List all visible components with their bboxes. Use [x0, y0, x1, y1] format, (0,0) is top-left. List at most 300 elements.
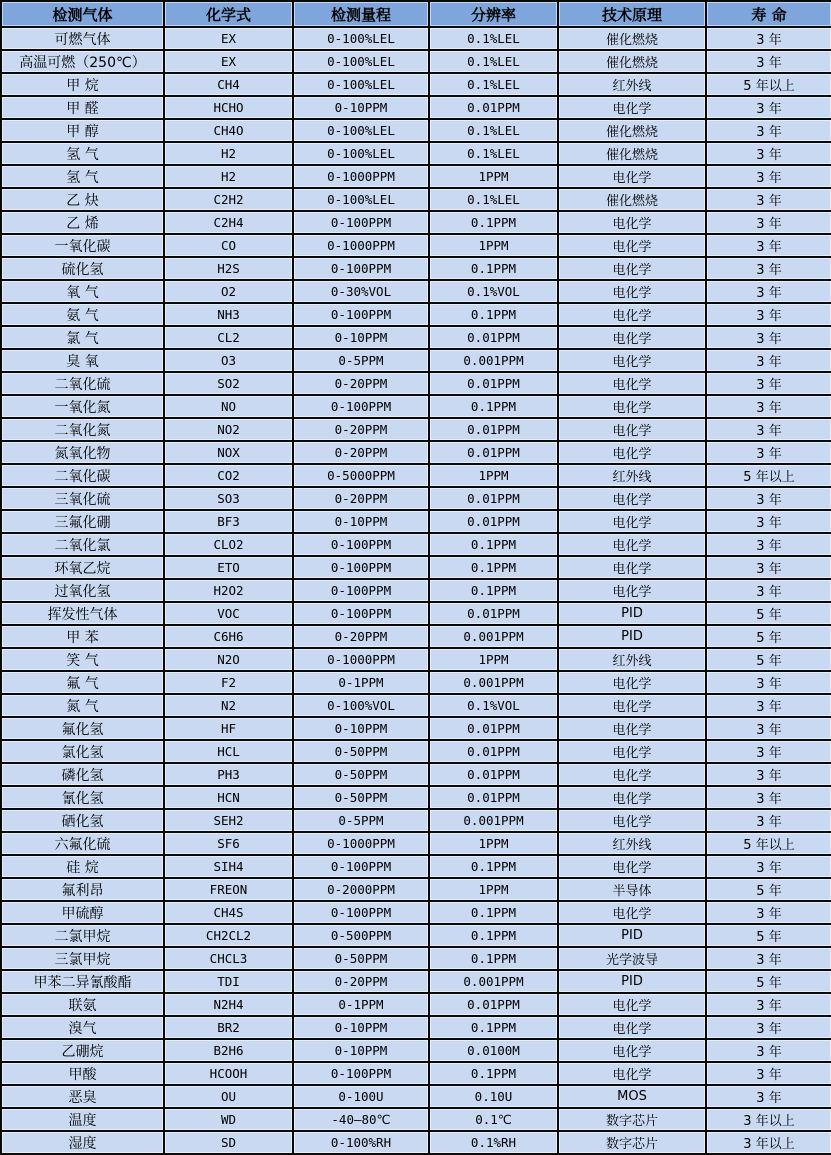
cell-technology: PID	[558, 602, 706, 625]
table-row	[1, 211, 831, 234]
table-header-row	[1, 1, 831, 27]
cell-technology: 电化学	[558, 556, 706, 579]
cell-technology: 催化燃烧	[558, 188, 706, 211]
cell-detection-range: 0-50PPM	[293, 786, 429, 809]
col-header-gas-name: 检测气体	[1, 1, 164, 27]
cell-technology: 电化学	[558, 257, 706, 280]
cell-resolution: 1PPM	[429, 234, 558, 257]
cell-resolution: 0.001PPM	[429, 809, 558, 832]
cell-resolution: 0.1PPM	[429, 855, 558, 878]
table-row	[1, 1108, 831, 1131]
cell-lifespan: 3 年	[706, 1062, 831, 1085]
cell-gas-name: 三氟化硼	[1, 510, 164, 533]
cell-detection-range: 0-1000PPM	[293, 234, 429, 257]
cell-detection-range: 0-100PPM	[293, 303, 429, 326]
table-row	[1, 740, 831, 763]
cell-lifespan: 3 年	[706, 763, 831, 786]
cell-resolution: 0.1PPM	[429, 924, 558, 947]
cell-resolution: 0.0100M	[429, 1039, 558, 1062]
cell-detection-range: 0-2000PPM	[293, 878, 429, 901]
cell-resolution: 0.1%LEL	[429, 27, 558, 50]
cell-chemical-formula: NO	[164, 395, 293, 418]
cell-lifespan: 3 年	[706, 556, 831, 579]
cell-detection-range: 0-100PPM	[293, 855, 429, 878]
cell-technology: PID	[558, 924, 706, 947]
table-row	[1, 27, 831, 50]
cell-technology: 电化学	[558, 671, 706, 694]
cell-technology: 催化燃烧	[558, 50, 706, 73]
table-row	[1, 119, 831, 142]
cell-detection-range: 0-100%LEL	[293, 119, 429, 142]
cell-chemical-formula: NH3	[164, 303, 293, 326]
cell-gas-name: 氢 气	[1, 142, 164, 165]
cell-gas-name: 一氧化碳	[1, 234, 164, 257]
cell-detection-range: 0-100PPM	[293, 257, 429, 280]
cell-detection-range: 0-10PPM	[293, 326, 429, 349]
table-row	[1, 832, 831, 855]
cell-detection-range: 0-100%RH	[293, 1131, 429, 1154]
cell-gas-name: 氯化氢	[1, 740, 164, 763]
cell-resolution: 0.001PPM	[429, 671, 558, 694]
cell-chemical-formula: SIH4	[164, 855, 293, 878]
cell-technology: 电化学	[558, 510, 706, 533]
cell-detection-range: 0-100%VOL	[293, 694, 429, 717]
cell-resolution: 0.1PPM	[429, 947, 558, 970]
cell-gas-name: 氰化氢	[1, 786, 164, 809]
cell-detection-range: 0-100%LEL	[293, 50, 429, 73]
cell-resolution: 0.01PPM	[429, 96, 558, 119]
cell-technology: 电化学	[558, 694, 706, 717]
cell-lifespan: 3 年	[706, 257, 831, 280]
cell-technology: 电化学	[558, 855, 706, 878]
cell-detection-range: 0-10PPM	[293, 510, 429, 533]
cell-resolution: 0.1%LEL	[429, 119, 558, 142]
cell-chemical-formula: FREON	[164, 878, 293, 901]
cell-chemical-formula: BR2	[164, 1016, 293, 1039]
cell-lifespan: 3 年	[706, 855, 831, 878]
cell-lifespan: 3 年	[706, 717, 831, 740]
cell-chemical-formula: CH4	[164, 73, 293, 96]
table-row	[1, 234, 831, 257]
cell-chemical-formula: ETO	[164, 556, 293, 579]
cell-resolution: 0.1%VOL	[429, 694, 558, 717]
cell-technology: 电化学	[558, 533, 706, 556]
cell-resolution: 0.001PPM	[429, 349, 558, 372]
cell-gas-name: 氟化氢	[1, 717, 164, 740]
cell-chemical-formula: N2O	[164, 648, 293, 671]
cell-resolution: 0.01PPM	[429, 602, 558, 625]
cell-lifespan: 3 年	[706, 533, 831, 556]
cell-gas-name: 甲硫醇	[1, 901, 164, 924]
cell-gas-name: 三氯甲烷	[1, 947, 164, 970]
cell-resolution: 0.01PPM	[429, 510, 558, 533]
table-row	[1, 556, 831, 579]
cell-resolution: 0.1%RH	[429, 1131, 558, 1154]
cell-detection-range: 0-20PPM	[293, 372, 429, 395]
cell-technology: 电化学	[558, 372, 706, 395]
table-row	[1, 142, 831, 165]
cell-resolution: 1PPM	[429, 165, 558, 188]
cell-resolution: 0.01PPM	[429, 786, 558, 809]
cell-lifespan: 5 年	[706, 970, 831, 993]
cell-gas-name: 溴气	[1, 1016, 164, 1039]
cell-detection-range: 0-100PPM	[293, 901, 429, 924]
table-row	[1, 464, 831, 487]
cell-technology: 电化学	[558, 441, 706, 464]
cell-technology: 电化学	[558, 234, 706, 257]
cell-lifespan: 3 年以上	[706, 1131, 831, 1154]
cell-lifespan: 3 年	[706, 694, 831, 717]
cell-resolution: 0.1PPM	[429, 533, 558, 556]
cell-gas-name: 氮氧化物	[1, 441, 164, 464]
table-row	[1, 50, 831, 73]
cell-chemical-formula: H2	[164, 142, 293, 165]
cell-gas-name: 笑 气	[1, 648, 164, 671]
cell-technology: 电化学	[558, 763, 706, 786]
table-row	[1, 349, 831, 372]
cell-detection-range: 0-500PPM	[293, 924, 429, 947]
cell-chemical-formula: O2	[164, 280, 293, 303]
cell-detection-range: 0-1000PPM	[293, 648, 429, 671]
cell-lifespan: 3 年	[706, 211, 831, 234]
cell-lifespan: 5 年	[706, 625, 831, 648]
cell-detection-range: 0-50PPM	[293, 763, 429, 786]
cell-chemical-formula: HCHO	[164, 96, 293, 119]
cell-technology: 催化燃烧	[558, 142, 706, 165]
cell-resolution: 0.01PPM	[429, 372, 558, 395]
table-row	[1, 533, 831, 556]
cell-gas-name: 甲 醇	[1, 119, 164, 142]
cell-lifespan: 3 年	[706, 993, 831, 1016]
cell-resolution: 0.1PPM	[429, 1062, 558, 1085]
cell-resolution: 0.01PPM	[429, 763, 558, 786]
col-header-technology: 技术原理	[558, 1, 706, 27]
cell-detection-range: 0-20PPM	[293, 418, 429, 441]
table-row	[1, 96, 831, 119]
cell-detection-range: 0-5000PPM	[293, 464, 429, 487]
table-body	[1, 27, 831, 1154]
table-row	[1, 993, 831, 1016]
cell-gas-name: 六氟化硫	[1, 832, 164, 855]
cell-resolution: 0.1%VOL	[429, 280, 558, 303]
cell-technology: 电化学	[558, 211, 706, 234]
table-row	[1, 878, 831, 901]
cell-detection-range: 0-20PPM	[293, 970, 429, 993]
cell-lifespan: 3 年	[706, 809, 831, 832]
cell-technology: 数字芯片	[558, 1131, 706, 1154]
cell-lifespan: 3 年	[706, 303, 831, 326]
cell-gas-name: 氟利昂	[1, 878, 164, 901]
cell-lifespan: 5 年	[706, 648, 831, 671]
cell-resolution: 0.1PPM	[429, 579, 558, 602]
cell-resolution: 1PPM	[429, 648, 558, 671]
cell-lifespan: 3 年	[706, 441, 831, 464]
cell-chemical-formula: CHCL3	[164, 947, 293, 970]
cell-gas-name: 二氧化氮	[1, 418, 164, 441]
cell-technology: 电化学	[558, 165, 706, 188]
cell-resolution: 0.1%LEL	[429, 73, 558, 96]
cell-technology: 电化学	[558, 901, 706, 924]
cell-resolution: 0.1PPM	[429, 303, 558, 326]
col-header-resolution: 分辨率	[429, 1, 558, 27]
table-row	[1, 924, 831, 947]
cell-resolution: 1PPM	[429, 832, 558, 855]
cell-resolution: 0.01PPM	[429, 441, 558, 464]
cell-lifespan: 3 年	[706, 280, 831, 303]
cell-detection-range: 0-1000PPM	[293, 832, 429, 855]
cell-gas-name: 氢 气	[1, 165, 164, 188]
cell-chemical-formula: SF6	[164, 832, 293, 855]
cell-resolution: 0.1℃	[429, 1108, 558, 1131]
cell-technology: 红外线	[558, 832, 706, 855]
cell-detection-range: -40—80℃	[293, 1108, 429, 1131]
table-row	[1, 648, 831, 671]
cell-technology: 红外线	[558, 464, 706, 487]
cell-lifespan: 3 年	[706, 372, 831, 395]
cell-lifespan: 5 年	[706, 878, 831, 901]
cell-detection-range: 0-100%LEL	[293, 188, 429, 211]
table-row	[1, 1016, 831, 1039]
table-row	[1, 855, 831, 878]
table-row	[1, 579, 831, 602]
table-row	[1, 671, 831, 694]
table-row	[1, 441, 831, 464]
cell-lifespan: 3 年	[706, 1039, 831, 1062]
cell-gas-name: 可燃气体	[1, 27, 164, 50]
cell-gas-name: 甲 醛	[1, 96, 164, 119]
cell-detection-range: 0-100%LEL	[293, 142, 429, 165]
cell-lifespan: 3 年	[706, 326, 831, 349]
cell-resolution: 0.01PPM	[429, 740, 558, 763]
cell-technology: 红外线	[558, 73, 706, 96]
cell-chemical-formula: H2O2	[164, 579, 293, 602]
cell-chemical-formula: CO2	[164, 464, 293, 487]
cell-gas-name: 环氧乙烷	[1, 556, 164, 579]
cell-detection-range: 0-1PPM	[293, 671, 429, 694]
cell-lifespan: 3 年	[706, 142, 831, 165]
cell-lifespan: 5 年以上	[706, 464, 831, 487]
cell-detection-range: 0-5PPM	[293, 349, 429, 372]
cell-gas-name: 三氧化硫	[1, 487, 164, 510]
cell-chemical-formula: WD	[164, 1108, 293, 1131]
cell-technology: 半导体	[558, 878, 706, 901]
cell-gas-name: 过氧化氢	[1, 579, 164, 602]
cell-lifespan: 3 年	[706, 671, 831, 694]
table-row	[1, 947, 831, 970]
table-row	[1, 901, 831, 924]
cell-lifespan: 5 年以上	[706, 73, 831, 96]
cell-resolution: 0.01PPM	[429, 418, 558, 441]
cell-gas-name: 硫化氢	[1, 257, 164, 280]
cell-gas-name: 甲苯二异氰酸酯	[1, 970, 164, 993]
table-row	[1, 970, 831, 993]
cell-lifespan: 3 年	[706, 786, 831, 809]
table-row	[1, 418, 831, 441]
table-row	[1, 395, 831, 418]
cell-detection-range: 0-100PPM	[293, 556, 429, 579]
cell-chemical-formula: OU	[164, 1085, 293, 1108]
cell-resolution: 0.01PPM	[429, 993, 558, 1016]
cell-detection-range: 0-1000PPM	[293, 165, 429, 188]
cell-lifespan: 3 年	[706, 579, 831, 602]
cell-gas-name: 联氨	[1, 993, 164, 1016]
cell-chemical-formula: NO2	[164, 418, 293, 441]
cell-technology: 电化学	[558, 740, 706, 763]
cell-gas-name: 硒化氢	[1, 809, 164, 832]
cell-detection-range: 0-10PPM	[293, 717, 429, 740]
cell-chemical-formula: N2	[164, 694, 293, 717]
cell-chemical-formula: SO2	[164, 372, 293, 395]
cell-chemical-formula: PH3	[164, 763, 293, 786]
cell-chemical-formula: CO	[164, 234, 293, 257]
cell-gas-name: 乙 炔	[1, 188, 164, 211]
cell-lifespan: 5 年	[706, 602, 831, 625]
cell-technology: 电化学	[558, 809, 706, 832]
cell-resolution: 0.1%LEL	[429, 142, 558, 165]
cell-gas-name: 氨 气	[1, 303, 164, 326]
cell-detection-range: 0-100PPM	[293, 533, 429, 556]
cell-resolution: 0.1PPM	[429, 901, 558, 924]
cell-lifespan: 3 年	[706, 165, 831, 188]
table-row	[1, 602, 831, 625]
cell-resolution: 0.001PPM	[429, 970, 558, 993]
cell-detection-range: 0-100%LEL	[293, 27, 429, 50]
cell-resolution: 0.01PPM	[429, 487, 558, 510]
cell-chemical-formula: CH2CL2	[164, 924, 293, 947]
cell-lifespan: 3 年	[706, 27, 831, 50]
cell-resolution: 0.001PPM	[429, 625, 558, 648]
cell-chemical-formula: N2H4	[164, 993, 293, 1016]
table-row	[1, 1131, 831, 1154]
cell-gas-name: 温度	[1, 1108, 164, 1131]
cell-resolution: 0.1%LEL	[429, 188, 558, 211]
cell-technology: 电化学	[558, 395, 706, 418]
cell-technology: 电化学	[558, 1016, 706, 1039]
table-row	[1, 280, 831, 303]
cell-gas-name: 高温可燃（250℃）	[1, 50, 164, 73]
cell-lifespan: 3 年	[706, 418, 831, 441]
table-row	[1, 694, 831, 717]
cell-lifespan: 3 年	[706, 1085, 831, 1108]
cell-resolution: 0.01PPM	[429, 717, 558, 740]
cell-resolution: 0.1PPM	[429, 1016, 558, 1039]
cell-lifespan: 3 年	[706, 234, 831, 257]
cell-chemical-formula: CLO2	[164, 533, 293, 556]
cell-technology: 数字芯片	[558, 1108, 706, 1131]
cell-chemical-formula: C6H6	[164, 625, 293, 648]
cell-technology: 红外线	[558, 648, 706, 671]
cell-gas-name: 乙 烯	[1, 211, 164, 234]
cell-chemical-formula: CH4O	[164, 119, 293, 142]
cell-detection-range: 0-30%VOL	[293, 280, 429, 303]
cell-lifespan: 3 年	[706, 96, 831, 119]
cell-gas-name: 氧 气	[1, 280, 164, 303]
cell-technology: 电化学	[558, 579, 706, 602]
cell-technology: 电化学	[558, 96, 706, 119]
cell-chemical-formula: HF	[164, 717, 293, 740]
cell-chemical-formula: F2	[164, 671, 293, 694]
cell-chemical-formula: HCL	[164, 740, 293, 763]
table-row	[1, 763, 831, 786]
cell-lifespan: 3 年	[706, 740, 831, 763]
cell-chemical-formula: B2H6	[164, 1039, 293, 1062]
cell-technology: PID	[558, 970, 706, 993]
cell-detection-range: 0-10PPM	[293, 1039, 429, 1062]
table-row	[1, 326, 831, 349]
cell-technology: 电化学	[558, 303, 706, 326]
cell-technology: 电化学	[558, 993, 706, 1016]
cell-gas-name: 氯 气	[1, 326, 164, 349]
table-row	[1, 257, 831, 280]
cell-chemical-formula: H2	[164, 165, 293, 188]
cell-lifespan: 3 年	[706, 947, 831, 970]
cell-detection-range: 0-50PPM	[293, 740, 429, 763]
cell-chemical-formula: SD	[164, 1131, 293, 1154]
cell-lifespan: 5 年	[706, 924, 831, 947]
cell-chemical-formula: NOX	[164, 441, 293, 464]
cell-resolution: 0.1PPM	[429, 257, 558, 280]
cell-chemical-formula: H2S	[164, 257, 293, 280]
cell-detection-range: 0-1PPM	[293, 993, 429, 1016]
table-row	[1, 73, 831, 96]
cell-chemical-formula: CH4S	[164, 901, 293, 924]
cell-detection-range: 0-5PPM	[293, 809, 429, 832]
table-row	[1, 1085, 831, 1108]
cell-gas-name: 挥发性气体	[1, 602, 164, 625]
cell-lifespan: 3 年	[706, 1016, 831, 1039]
cell-gas-name: 湿度	[1, 1131, 164, 1154]
cell-chemical-formula: SO3	[164, 487, 293, 510]
cell-gas-name: 二氯甲烷	[1, 924, 164, 947]
col-header-chemical-formula: 化学式	[164, 1, 293, 27]
cell-resolution: 0.1%LEL	[429, 50, 558, 73]
cell-lifespan: 3 年	[706, 50, 831, 73]
cell-technology: PID	[558, 625, 706, 648]
cell-chemical-formula: TDI	[164, 970, 293, 993]
cell-resolution: 0.10U	[429, 1085, 558, 1108]
cell-technology: 电化学	[558, 487, 706, 510]
cell-gas-name: 一氧化氮	[1, 395, 164, 418]
cell-resolution: 0.1PPM	[429, 395, 558, 418]
table-row	[1, 188, 831, 211]
cell-detection-range: 0-50PPM	[293, 947, 429, 970]
cell-technology: 电化学	[558, 349, 706, 372]
cell-detection-range: 0-100PPM	[293, 211, 429, 234]
cell-detection-range: 0-20PPM	[293, 487, 429, 510]
col-header-detection-range: 检测量程	[293, 1, 429, 27]
cell-chemical-formula: CL2	[164, 326, 293, 349]
cell-detection-range: 0-100U	[293, 1085, 429, 1108]
cell-resolution: 0.1PPM	[429, 556, 558, 579]
cell-gas-name: 硅 烷	[1, 855, 164, 878]
table-row	[1, 809, 831, 832]
cell-chemical-formula: BF3	[164, 510, 293, 533]
cell-gas-name: 磷化氢	[1, 763, 164, 786]
cell-detection-range: 0-100PPM	[293, 395, 429, 418]
cell-technology: 电化学	[558, 717, 706, 740]
table-row	[1, 303, 831, 326]
cell-lifespan: 3 年	[706, 119, 831, 142]
table-row	[1, 510, 831, 533]
cell-chemical-formula: HCOOH	[164, 1062, 293, 1085]
cell-gas-name: 甲 苯	[1, 625, 164, 648]
cell-lifespan: 3 年	[706, 395, 831, 418]
cell-lifespan: 3 年以上	[706, 1108, 831, 1131]
cell-technology: 催化燃烧	[558, 119, 706, 142]
cell-resolution: 0.1PPM	[429, 211, 558, 234]
cell-resolution: 0.01PPM	[429, 326, 558, 349]
cell-gas-name: 乙硼烷	[1, 1039, 164, 1062]
